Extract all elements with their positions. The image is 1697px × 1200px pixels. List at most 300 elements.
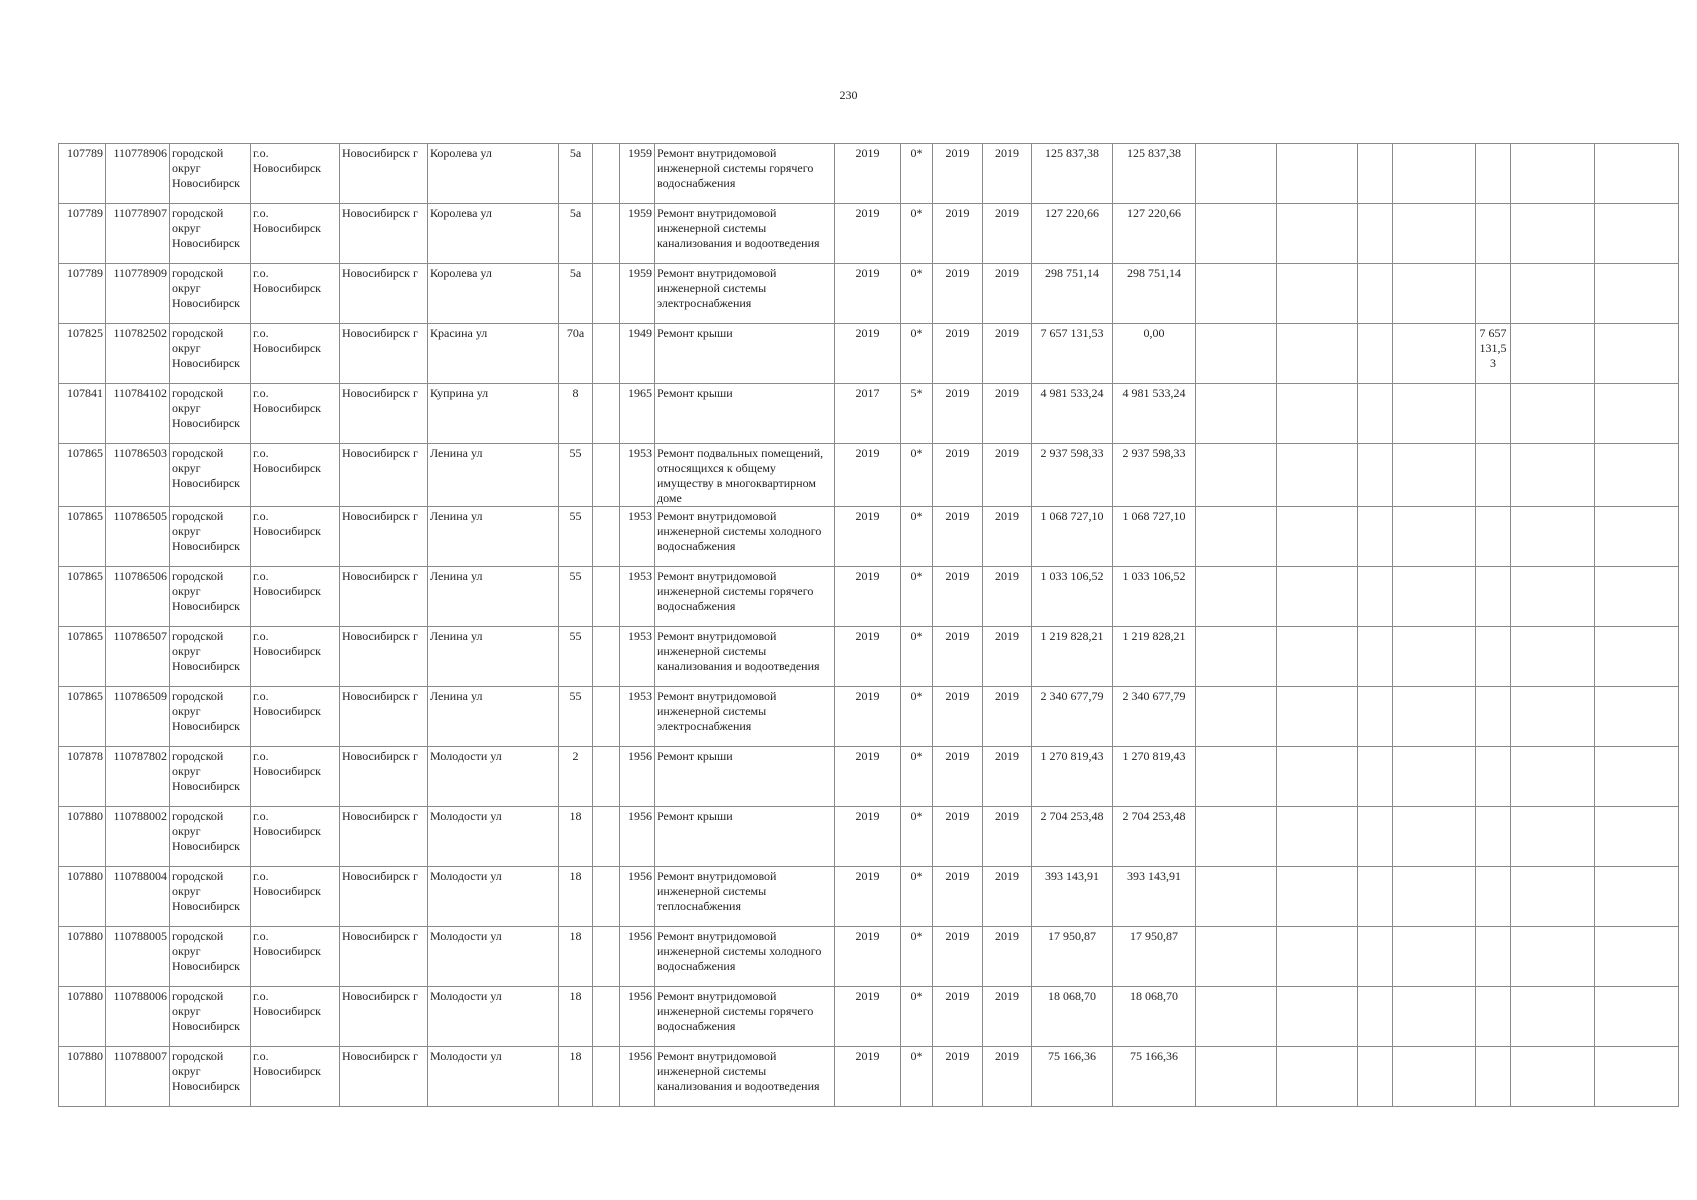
cell-e6 <box>1511 144 1595 204</box>
capital-repair-table <box>58 143 1679 1107</box>
cell-plan-year: 2019 <box>835 807 901 867</box>
cell-code: 110786509 <box>106 687 170 747</box>
cell-e2 <box>1277 204 1358 264</box>
table-row <box>59 264 1679 324</box>
cell-e6 <box>1511 567 1595 627</box>
cell-work: Ремонт внутридомовой инженерной системы электроснабжения <box>655 687 835 747</box>
cell-y2: 2019 <box>983 747 1032 807</box>
cell-city: Новосибирск г <box>340 807 428 867</box>
cell-house: 5а <box>559 264 593 324</box>
cell-bld <box>593 264 620 324</box>
cell-e5 <box>1476 927 1511 987</box>
cell-y1: 2019 <box>933 204 983 264</box>
cell-plan-year: 2019 <box>835 567 901 627</box>
cell-e7 <box>1595 204 1679 264</box>
cell-city: Новосибирск г <box>340 144 428 204</box>
cell-street: Молодости ул <box>428 867 559 927</box>
cell-e4 <box>1393 507 1476 567</box>
cell-e5 <box>1476 507 1511 567</box>
cell-city: Новосибирск г <box>340 747 428 807</box>
cell-id: 107880 <box>59 807 106 867</box>
cell-plan-year: 2017 <box>835 384 901 444</box>
cell-e4 <box>1393 987 1476 1047</box>
cell-e6 <box>1511 927 1595 987</box>
cell-year: 1953 <box>620 627 655 687</box>
cell-e2 <box>1277 264 1358 324</box>
cell-year: 1956 <box>620 1047 655 1107</box>
cell-fund: 4 981 533,24 <box>1113 384 1196 444</box>
cell-total: 18 068,70 <box>1032 987 1113 1047</box>
cell-code: 110786507 <box>106 627 170 687</box>
table-row <box>59 867 1679 927</box>
cell-e6 <box>1511 627 1595 687</box>
cell-y1: 2019 <box>933 747 983 807</box>
cell-plan-year: 2019 <box>835 444 901 507</box>
cell-e3 <box>1358 204 1393 264</box>
cell-e5 <box>1476 867 1511 927</box>
cell-e1 <box>1196 567 1277 627</box>
table-row <box>59 987 1679 1047</box>
cell-total: 2 937 598,33 <box>1032 444 1113 507</box>
cell-e1 <box>1196 807 1277 867</box>
cell-bld <box>593 807 620 867</box>
cell-code: 110787802 <box>106 747 170 807</box>
cell-district: г.о. Новосибирск <box>251 444 340 507</box>
cell-total: 17 950,87 <box>1032 927 1113 987</box>
cell-y2: 2019 <box>983 444 1032 507</box>
cell-district: г.о. Новосибирск <box>251 1047 340 1107</box>
cell-e7 <box>1595 1047 1679 1107</box>
cell-district: г.о. Новосибирск <box>251 204 340 264</box>
cell-house: 55 <box>559 507 593 567</box>
cell-street: Королева ул <box>428 144 559 204</box>
cell-fund: 1 068 727,10 <box>1113 507 1196 567</box>
cell-total: 4 981 533,24 <box>1032 384 1113 444</box>
cell-work: Ремонт внутридомовой инженерной системы горячего водоснабжения <box>655 144 835 204</box>
cell-id: 107880 <box>59 1047 106 1107</box>
cell-e7 <box>1595 384 1679 444</box>
cell-plan-year: 2019 <box>835 144 901 204</box>
cell-e4 <box>1393 1047 1476 1107</box>
cell-fund: 75 166,36 <box>1113 1047 1196 1107</box>
cell-e3 <box>1358 567 1393 627</box>
cell-fund: 1 033 106,52 <box>1113 567 1196 627</box>
cell-e3 <box>1358 867 1393 927</box>
cell-code: 110788002 <box>106 807 170 867</box>
cell-total: 393 143,91 <box>1032 867 1113 927</box>
cell-street: Ленина ул <box>428 627 559 687</box>
cell-year: 1953 <box>620 687 655 747</box>
cell-e1 <box>1196 1047 1277 1107</box>
cell-e4 <box>1393 807 1476 867</box>
cell-work: Ремонт внутридомовой инженерной системы канализования и водоотведения <box>655 627 835 687</box>
cell-e3 <box>1358 687 1393 747</box>
cell-id: 107878 <box>59 747 106 807</box>
cell-e7 <box>1595 144 1679 204</box>
cell-e3 <box>1358 507 1393 567</box>
cell-mo: городской округ Новосибирск <box>170 264 251 324</box>
cell-fund: 0,00 <box>1113 324 1196 384</box>
cell-k: 0* <box>901 687 933 747</box>
cell-e4 <box>1393 627 1476 687</box>
cell-e2 <box>1277 747 1358 807</box>
cell-e2 <box>1277 444 1358 507</box>
cell-work: Ремонт внутридомовой инженерной системы холодного водоснабжения <box>655 507 835 567</box>
cell-y2: 2019 <box>983 567 1032 627</box>
cell-id: 107880 <box>59 867 106 927</box>
table-body <box>59 144 1679 1107</box>
cell-house: 55 <box>559 687 593 747</box>
cell-district: г.о. Новосибирск <box>251 264 340 324</box>
cell-total: 7 657 131,53 <box>1032 324 1113 384</box>
cell-e1 <box>1196 144 1277 204</box>
table-row <box>59 444 1679 507</box>
cell-e5 <box>1476 627 1511 687</box>
cell-e7 <box>1595 324 1679 384</box>
cell-y1: 2019 <box>933 444 983 507</box>
cell-code: 110788007 <box>106 1047 170 1107</box>
cell-y1: 2019 <box>933 567 983 627</box>
cell-e3 <box>1358 807 1393 867</box>
cell-year: 1956 <box>620 927 655 987</box>
cell-y2: 2019 <box>983 264 1032 324</box>
cell-id: 107789 <box>59 204 106 264</box>
cell-y1: 2019 <box>933 927 983 987</box>
cell-fund: 125 837,38 <box>1113 144 1196 204</box>
cell-bld <box>593 324 620 384</box>
cell-bld <box>593 747 620 807</box>
cell-district: г.о. Новосибирск <box>251 144 340 204</box>
cell-e6 <box>1511 1047 1595 1107</box>
cell-year: 1953 <box>620 567 655 627</box>
cell-total: 2 704 253,48 <box>1032 807 1113 867</box>
cell-code: 110786503 <box>106 444 170 507</box>
cell-district: г.о. Новосибирск <box>251 807 340 867</box>
cell-e2 <box>1277 144 1358 204</box>
cell-city: Новосибирск г <box>340 927 428 987</box>
cell-k: 0* <box>901 144 933 204</box>
cell-e5 <box>1476 807 1511 867</box>
cell-work: Ремонт крыши <box>655 324 835 384</box>
cell-house: 18 <box>559 807 593 867</box>
cell-e1 <box>1196 867 1277 927</box>
cell-mo: городской округ Новосибирск <box>170 1047 251 1107</box>
cell-year: 1965 <box>620 384 655 444</box>
cell-street: Ленина ул <box>428 687 559 747</box>
cell-house: 55 <box>559 627 593 687</box>
cell-plan-year: 2019 <box>835 264 901 324</box>
cell-district: г.о. Новосибирск <box>251 567 340 627</box>
cell-e7 <box>1595 444 1679 507</box>
cell-e6 <box>1511 747 1595 807</box>
cell-y2: 2019 <box>983 507 1032 567</box>
cell-e2 <box>1277 384 1358 444</box>
cell-city: Новосибирск г <box>340 507 428 567</box>
cell-house: 18 <box>559 1047 593 1107</box>
cell-mo: городской округ Новосибирск <box>170 444 251 507</box>
cell-plan-year: 2019 <box>835 627 901 687</box>
cell-district: г.о. Новосибирск <box>251 324 340 384</box>
cell-city: Новосибирск г <box>340 987 428 1047</box>
cell-y2: 2019 <box>983 987 1032 1047</box>
cell-district: г.о. Новосибирск <box>251 687 340 747</box>
cell-district: г.о. Новосибирск <box>251 627 340 687</box>
cell-house: 55 <box>559 444 593 507</box>
cell-e2 <box>1277 807 1358 867</box>
cell-city: Новосибирск г <box>340 687 428 747</box>
cell-house: 18 <box>559 927 593 987</box>
cell-e4 <box>1393 927 1476 987</box>
cell-e1 <box>1196 444 1277 507</box>
cell-e7 <box>1595 264 1679 324</box>
table-row <box>59 1047 1679 1107</box>
cell-e3 <box>1358 324 1393 384</box>
cell-e7 <box>1595 507 1679 567</box>
cell-e1 <box>1196 204 1277 264</box>
cell-e3 <box>1358 444 1393 507</box>
cell-k: 0* <box>901 264 933 324</box>
cell-city: Новосибирск г <box>340 204 428 264</box>
cell-work: Ремонт внутридомовой инженерной системы канализования и водоотведения <box>655 204 835 264</box>
cell-code: 110778909 <box>106 264 170 324</box>
cell-plan-year: 2019 <box>835 687 901 747</box>
cell-house: 55 <box>559 567 593 627</box>
cell-city: Новосибирск г <box>340 1047 428 1107</box>
cell-e7 <box>1595 807 1679 867</box>
cell-y2: 2019 <box>983 627 1032 687</box>
cell-code: 110784102 <box>106 384 170 444</box>
cell-year: 1956 <box>620 747 655 807</box>
cell-fund: 1 219 828,21 <box>1113 627 1196 687</box>
cell-mo: городской округ Новосибирск <box>170 687 251 747</box>
cell-mo: городской округ Новосибирск <box>170 987 251 1047</box>
cell-e1 <box>1196 987 1277 1047</box>
cell-mo: городской округ Новосибирск <box>170 507 251 567</box>
cell-plan-year: 2019 <box>835 204 901 264</box>
cell-y2: 2019 <box>983 204 1032 264</box>
cell-y2: 2019 <box>983 144 1032 204</box>
cell-e4 <box>1393 324 1476 384</box>
cell-street: Красина ул <box>428 324 559 384</box>
cell-plan-year: 2019 <box>835 324 901 384</box>
cell-e6 <box>1511 867 1595 927</box>
cell-e6 <box>1511 384 1595 444</box>
cell-e3 <box>1358 1047 1393 1107</box>
cell-k: 0* <box>901 747 933 807</box>
cell-city: Новосибирск г <box>340 627 428 687</box>
cell-y2: 2019 <box>983 1047 1032 1107</box>
cell-year: 1959 <box>620 204 655 264</box>
cell-street: Ленина ул <box>428 507 559 567</box>
cell-house: 70а <box>559 324 593 384</box>
table-row <box>59 507 1679 567</box>
cell-e1 <box>1196 507 1277 567</box>
cell-street: Ленина ул <box>428 444 559 507</box>
cell-y2: 2019 <box>983 927 1032 987</box>
cell-e5 <box>1476 144 1511 204</box>
table-row <box>59 807 1679 867</box>
cell-total: 125 837,38 <box>1032 144 1113 204</box>
cell-id: 107789 <box>59 144 106 204</box>
cell-bld <box>593 144 620 204</box>
cell-e6 <box>1511 204 1595 264</box>
cell-y1: 2019 <box>933 384 983 444</box>
cell-e5 <box>1476 204 1511 264</box>
cell-id: 107789 <box>59 264 106 324</box>
cell-e7 <box>1595 627 1679 687</box>
cell-bld <box>593 687 620 747</box>
cell-work: Ремонт внутридомовой инженерной системы канализования и водоотведения <box>655 1047 835 1107</box>
cell-code: 110788005 <box>106 927 170 987</box>
cell-e5 <box>1476 264 1511 324</box>
cell-k: 0* <box>901 567 933 627</box>
cell-e4 <box>1393 747 1476 807</box>
cell-total: 1 033 106,52 <box>1032 567 1113 627</box>
cell-e7 <box>1595 747 1679 807</box>
cell-id: 107865 <box>59 507 106 567</box>
cell-id: 107865 <box>59 687 106 747</box>
cell-bld <box>593 204 620 264</box>
cell-work: Ремонт подвальных помещений, относящихся к общему имуществу в многоквартирном доме <box>655 444 835 507</box>
cell-e6 <box>1511 987 1595 1047</box>
cell-e7 <box>1595 867 1679 927</box>
cell-code: 110788004 <box>106 867 170 927</box>
cell-work: Ремонт крыши <box>655 807 835 867</box>
cell-e5: 7 657 131,53 <box>1476 324 1511 384</box>
cell-mo: городской округ Новосибирск <box>170 867 251 927</box>
cell-e1 <box>1196 264 1277 324</box>
cell-k: 0* <box>901 1047 933 1107</box>
cell-total: 127 220,66 <box>1032 204 1113 264</box>
cell-mo: городской округ Новосибирск <box>170 627 251 687</box>
cell-e6 <box>1511 324 1595 384</box>
cell-total: 1 068 727,10 <box>1032 507 1113 567</box>
cell-k: 5* <box>901 384 933 444</box>
cell-year: 1959 <box>620 264 655 324</box>
cell-street: Молодости ул <box>428 927 559 987</box>
cell-e3 <box>1358 384 1393 444</box>
cell-e4 <box>1393 384 1476 444</box>
cell-e4 <box>1393 444 1476 507</box>
cell-e3 <box>1358 627 1393 687</box>
cell-street: Ленина ул <box>428 567 559 627</box>
cell-id: 107825 <box>59 324 106 384</box>
cell-e2 <box>1277 627 1358 687</box>
cell-mo: городской округ Новосибирск <box>170 927 251 987</box>
cell-id: 107865 <box>59 444 106 507</box>
cell-city: Новосибирск г <box>340 444 428 507</box>
cell-id: 107865 <box>59 567 106 627</box>
cell-e4 <box>1393 867 1476 927</box>
cell-y1: 2019 <box>933 627 983 687</box>
cell-fund: 2 340 677,79 <box>1113 687 1196 747</box>
cell-e3 <box>1358 747 1393 807</box>
cell-city: Новосибирск г <box>340 264 428 324</box>
cell-bld <box>593 567 620 627</box>
cell-y2: 2019 <box>983 867 1032 927</box>
cell-e4 <box>1393 567 1476 627</box>
cell-e5 <box>1476 567 1511 627</box>
cell-code: 110778907 <box>106 204 170 264</box>
cell-k: 0* <box>901 204 933 264</box>
cell-bld <box>593 384 620 444</box>
cell-e3 <box>1358 264 1393 324</box>
cell-e2 <box>1277 927 1358 987</box>
cell-e5 <box>1476 1047 1511 1107</box>
cell-e4 <box>1393 204 1476 264</box>
cell-e1 <box>1196 927 1277 987</box>
cell-e4 <box>1393 144 1476 204</box>
cell-district: г.о. Новосибирск <box>251 867 340 927</box>
cell-e7 <box>1595 927 1679 987</box>
cell-year: 1956 <box>620 867 655 927</box>
cell-bld <box>593 867 620 927</box>
table-row <box>59 324 1679 384</box>
cell-y1: 2019 <box>933 687 983 747</box>
cell-e3 <box>1358 144 1393 204</box>
cell-k: 0* <box>901 627 933 687</box>
cell-bld <box>593 627 620 687</box>
cell-k: 0* <box>901 507 933 567</box>
cell-bld <box>593 927 620 987</box>
cell-k: 0* <box>901 444 933 507</box>
cell-code: 110778906 <box>106 144 170 204</box>
cell-e5 <box>1476 444 1511 507</box>
cell-y1: 2019 <box>933 144 983 204</box>
cell-e6 <box>1511 807 1595 867</box>
table-row <box>59 567 1679 627</box>
cell-bld <box>593 1047 620 1107</box>
cell-total: 1 270 819,43 <box>1032 747 1113 807</box>
cell-e5 <box>1476 987 1511 1047</box>
cell-year: 1956 <box>620 987 655 1047</box>
cell-e2 <box>1277 567 1358 627</box>
cell-year: 1953 <box>620 444 655 507</box>
cell-y1: 2019 <box>933 507 983 567</box>
cell-e2 <box>1277 324 1358 384</box>
cell-bld <box>593 507 620 567</box>
cell-total: 1 219 828,21 <box>1032 627 1113 687</box>
cell-e5 <box>1476 384 1511 444</box>
cell-mo: городской округ Новосибирск <box>170 567 251 627</box>
cell-mo: городской округ Новосибирск <box>170 144 251 204</box>
table-row <box>59 687 1679 747</box>
cell-code: 110782502 <box>106 324 170 384</box>
cell-plan-year: 2019 <box>835 1047 901 1107</box>
cell-y1: 2019 <box>933 807 983 867</box>
cell-y2: 2019 <box>983 687 1032 747</box>
cell-e6 <box>1511 687 1595 747</box>
cell-fund: 298 751,14 <box>1113 264 1196 324</box>
cell-y2: 2019 <box>983 807 1032 867</box>
cell-code: 110788006 <box>106 987 170 1047</box>
cell-house: 18 <box>559 867 593 927</box>
cell-y2: 2019 <box>983 324 1032 384</box>
cell-e3 <box>1358 927 1393 987</box>
cell-plan-year: 2019 <box>835 747 901 807</box>
cell-work: Ремонт внутридомовой инженерной системы горячего водоснабжения <box>655 987 835 1047</box>
cell-e7 <box>1595 987 1679 1047</box>
cell-house: 5а <box>559 204 593 264</box>
cell-year: 1956 <box>620 807 655 867</box>
cell-y2: 2019 <box>983 384 1032 444</box>
cell-e2 <box>1277 507 1358 567</box>
cell-house: 18 <box>559 987 593 1047</box>
table-row <box>59 384 1679 444</box>
cell-street: Молодости ул <box>428 807 559 867</box>
cell-work: Ремонт внутридомовой инженерной системы теплоснабжения <box>655 867 835 927</box>
cell-mo: городской округ Новосибирск <box>170 324 251 384</box>
